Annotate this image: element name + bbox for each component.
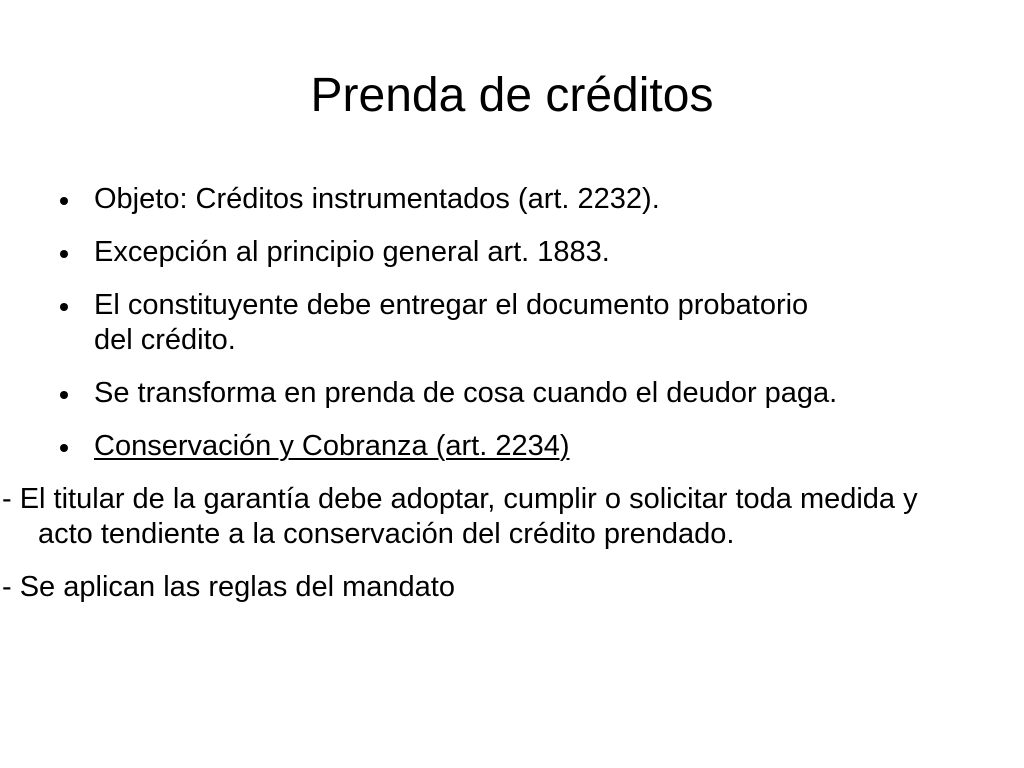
slide-content	[2, 182, 988, 623]
bullet-item	[58, 235, 988, 270]
bullet-text-underlined: Conservación y Cobranza (art. 2234)	[94, 430, 570, 462]
dash-item	[2, 482, 928, 552]
dash-item	[2, 570, 928, 605]
bullet-item	[58, 288, 854, 358]
bullet-text: El constituyente debe entregar el documento probatorio del crédito.	[94, 289, 809, 356]
dash-marker: -	[2, 571, 20, 603]
bullet-text: Objeto: Créditos instrumentados (art. 2232).	[94, 183, 660, 215]
bullet-text: Excepción al principio general art. 1883.	[94, 236, 610, 268]
dash-marker: -	[2, 483, 20, 515]
slide-title: Prenda de créditos	[310, 69, 714, 122]
bullet-dot-icon	[60, 444, 68, 452]
dash-text: Se aplican las reglas del mandato	[19, 571, 455, 603]
bullet-dot-icon	[60, 197, 68, 205]
bullet-dot-icon	[60, 250, 68, 258]
bullet-item	[58, 376, 974, 411]
dash-text: El titular de la garantía debe adoptar, cumplir o solicitar toda medida y acto tendiente a la conservación del crédito prendado.	[19, 483, 918, 550]
bullet-dot-icon	[60, 303, 68, 311]
bullet-dot-icon	[60, 391, 68, 399]
bullet-text: Se transforma en prenda de cosa cuando el deudor paga.	[94, 377, 838, 409]
bullet-item	[58, 182, 988, 217]
bullet-item	[58, 429, 988, 464]
